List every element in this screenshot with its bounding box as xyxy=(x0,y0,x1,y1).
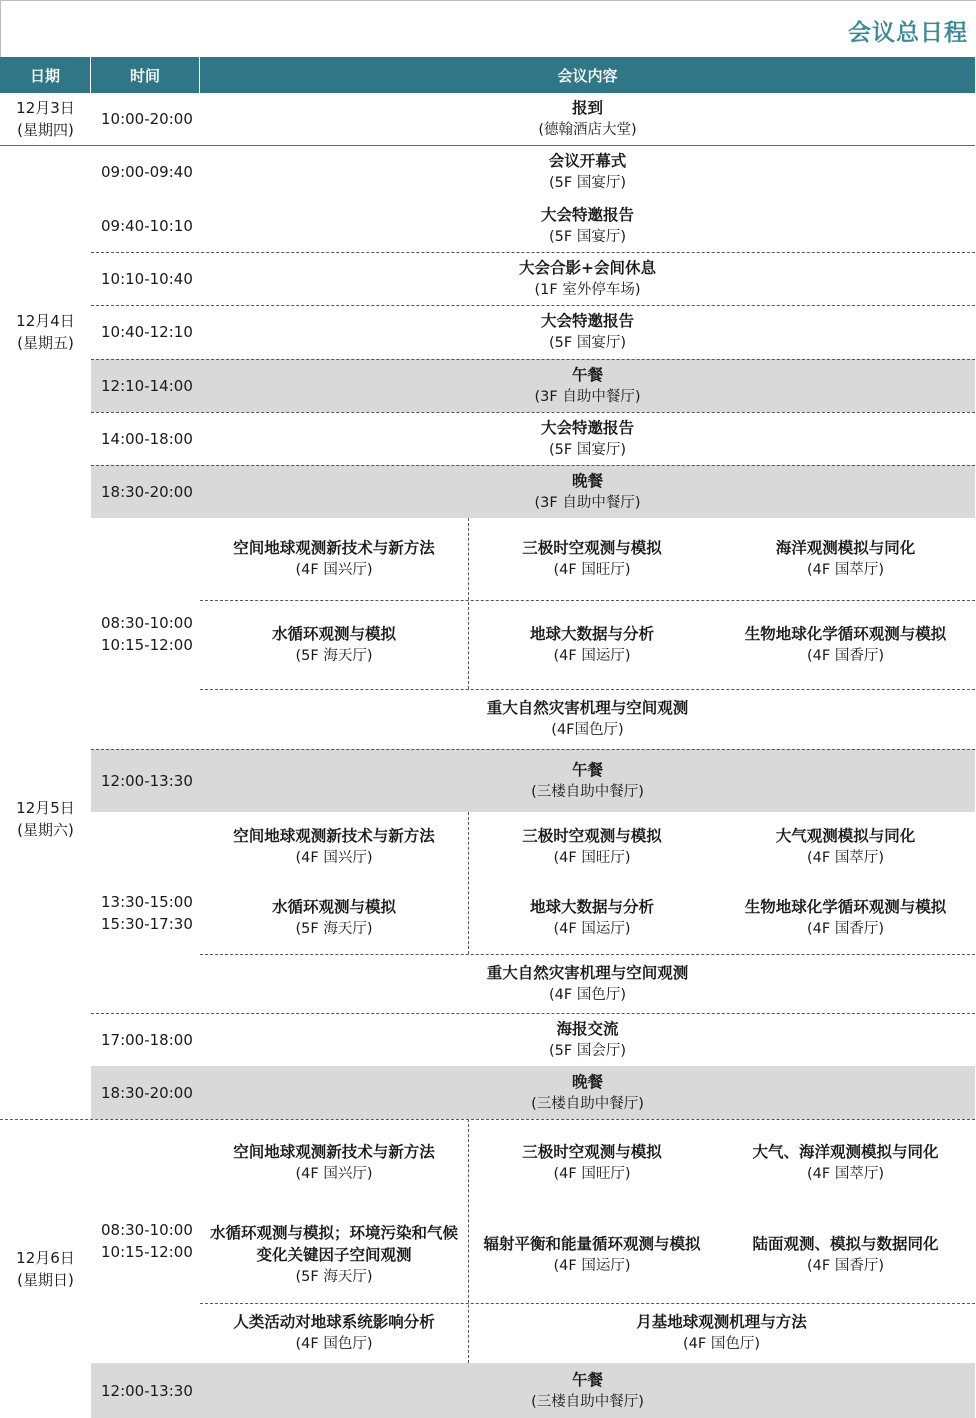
weekday-label: (星期日) xyxy=(17,1270,74,1289)
session-room: (5F 国宴厅) xyxy=(549,174,626,191)
time-cell xyxy=(91,145,200,198)
time-cell xyxy=(91,305,200,359)
session-cell xyxy=(200,412,975,465)
time-cell xyxy=(91,252,200,305)
session-room: (3F 自助中餐厅) xyxy=(534,494,641,511)
session-room: (5F 海天厅) xyxy=(295,647,373,664)
time-cell xyxy=(91,1119,200,1363)
session-room: (1F 室外停车场) xyxy=(534,281,641,298)
weekday-label: (星期四) xyxy=(17,121,74,139)
session-room: (4F 国香厅) xyxy=(807,1258,884,1274)
session-cell xyxy=(716,882,975,954)
session-cell xyxy=(200,199,975,252)
session-room: (4F 国萃厅) xyxy=(807,1166,884,1182)
date-label: 12月6日 xyxy=(16,1248,75,1267)
session-room: (4F 国色厅) xyxy=(683,1336,760,1352)
time-label: 12:10-14:00 xyxy=(101,376,193,395)
time-label: 12:00-13:30 xyxy=(101,771,193,790)
session-title: 午餐 xyxy=(571,760,603,779)
session-cell xyxy=(468,1207,716,1303)
date-label: 12月3日 xyxy=(16,99,75,117)
header-content: 会议内容 xyxy=(200,57,975,93)
time-label: 08:30-10:00 xyxy=(101,1221,193,1239)
session-room: (4F 国兴厅) xyxy=(295,1166,373,1182)
session-title: 晚餐 xyxy=(571,471,603,490)
session-room: (4F 国香厅) xyxy=(807,921,884,937)
time-label: 18:30-20:00 xyxy=(101,482,193,501)
time-cell xyxy=(91,93,200,145)
session-cell xyxy=(200,1119,468,1207)
session-cell xyxy=(468,882,716,954)
time-cell xyxy=(91,812,200,1013)
session-room: (3F 自助中餐厅) xyxy=(534,388,641,405)
session-title: 水循环观测与模拟 xyxy=(271,624,396,643)
session-room: (4F 国萃厅) xyxy=(807,562,884,578)
session-room: (4F 国运厅) xyxy=(553,647,631,664)
session-title: 空间地球观测新技术与新方法 xyxy=(233,1143,435,1161)
session-title: 地球大数据与分析 xyxy=(529,898,654,916)
session-room: (4F 国兴厅) xyxy=(295,562,373,578)
session-room: (4F国色厅) xyxy=(551,722,624,738)
title-bar xyxy=(0,0,976,57)
session-title: 大气观测模拟与同化 xyxy=(775,827,916,845)
date-label: 12月5日 xyxy=(16,798,75,817)
session-title: 生物地球化学循环观测与模拟 xyxy=(744,898,947,916)
time-label: 17:00-18:00 xyxy=(101,1030,193,1049)
session-cell xyxy=(468,812,716,882)
session-title: 晚餐 xyxy=(571,1072,603,1091)
session-title: 大会特邀报告 xyxy=(540,312,634,330)
weekday-label: (星期六) xyxy=(17,820,74,839)
time-label: 08:30-10:00 xyxy=(101,613,193,632)
session-room: (4F 国色厅) xyxy=(549,986,626,1003)
session-cell xyxy=(200,749,975,812)
session-cell xyxy=(468,518,716,600)
session-title: 陆面观测、模拟与数据同化 xyxy=(752,1235,939,1253)
session-room: (5F 海天厅) xyxy=(295,1269,373,1285)
session-room: (4F 国运厅) xyxy=(553,1258,631,1274)
session-room: (4F 国兴厅) xyxy=(295,850,373,866)
time-label: 18:30-20:00 xyxy=(101,1083,193,1102)
session-cell xyxy=(200,689,975,749)
session-title: 海报交流 xyxy=(556,1019,619,1038)
session-title: 海洋观测模拟与同化 xyxy=(775,539,916,557)
time-cell xyxy=(91,1363,200,1418)
time-cell xyxy=(91,199,200,252)
session-room: (德翰酒店大堂) xyxy=(538,122,637,138)
session-cell xyxy=(200,1363,975,1418)
session-room: (三楼自助中餐厅) xyxy=(531,1393,644,1410)
session-cell xyxy=(200,305,975,359)
session-cell xyxy=(716,812,975,882)
session-room: (4F 国旺厅) xyxy=(553,562,631,578)
session-cell xyxy=(200,600,468,689)
date-cell xyxy=(0,1119,91,1418)
time-label: 15:30-17:30 xyxy=(101,914,193,933)
session-room: (5F 国宴厅) xyxy=(549,228,626,245)
session-cell xyxy=(200,954,975,1013)
session-room: (4F 国色厅) xyxy=(295,1336,373,1352)
session-cell xyxy=(200,812,468,882)
time-label: 10:15-12:00 xyxy=(101,1243,193,1261)
session-room: (4F 国旺厅) xyxy=(553,850,631,866)
session-title: 生物地球化学循环观测与模拟 xyxy=(744,624,947,643)
page-title: 会议总日程 xyxy=(848,20,968,46)
time-cell xyxy=(91,1066,200,1119)
time-cell xyxy=(91,518,200,749)
date-cell xyxy=(0,93,91,145)
date-label: 12月4日 xyxy=(16,311,75,330)
session-title: 重大自然灾害机理与空间观测 xyxy=(486,699,689,717)
session-cell xyxy=(716,1207,975,1303)
session-cell xyxy=(468,600,716,689)
session-cell xyxy=(200,93,975,145)
session-cell xyxy=(200,1303,468,1363)
time-label: 13:30-15:00 xyxy=(101,892,193,911)
time-label: 10:40-12:10 xyxy=(101,323,193,341)
time-label: 14:00-18:00 xyxy=(101,429,193,448)
session-title: 大会合影+会间休息 xyxy=(519,258,656,277)
time-cell xyxy=(91,749,200,812)
session-room: (4F 国香厅) xyxy=(807,647,884,664)
session-room: (5F 海天厅) xyxy=(295,921,373,937)
session-room: (5F 国宴厅) xyxy=(549,441,626,458)
session-title: 水循环观测与模拟；环境污染和气候 xyxy=(209,1224,458,1242)
time-cell xyxy=(91,1013,200,1066)
session-title: 空间地球观测新技术与新方法 xyxy=(233,827,435,845)
time-cell xyxy=(91,359,200,412)
session-cell xyxy=(200,518,468,600)
session-title: 地球大数据与分析 xyxy=(529,624,654,643)
session-cell xyxy=(468,1119,716,1207)
session-cell xyxy=(716,518,975,600)
session-title: 月基地球观测机理与方法 xyxy=(636,1313,807,1331)
session-room: (5F 国宴厅) xyxy=(549,335,626,351)
session-title: 重大自然灾害机理与空间观测 xyxy=(486,963,689,982)
session-title: 人类活动对地球系统影响分析 xyxy=(233,1313,435,1331)
header-time: 时间 xyxy=(91,57,200,93)
time-cell xyxy=(91,465,200,518)
time-label: 09:00-09:40 xyxy=(101,162,193,181)
session-cell xyxy=(200,882,468,954)
session-title: 三极时空观测与模拟 xyxy=(522,827,662,845)
date-cell xyxy=(0,518,91,1119)
session-title: 大会特邀报告 xyxy=(540,205,634,224)
session-room: (三楼自助中餐厅) xyxy=(531,783,644,800)
date-cell xyxy=(0,145,91,518)
session-room: (三楼自助中餐厅) xyxy=(531,1095,644,1112)
session-cell xyxy=(716,600,975,689)
session-cell xyxy=(200,145,975,198)
time-label: 10:00-20:00 xyxy=(101,110,193,128)
session-cell xyxy=(200,359,975,412)
time-label: 10:10-10:40 xyxy=(101,269,193,288)
session-title: 午餐 xyxy=(571,1370,603,1389)
session-title: 三极时空观测与模拟 xyxy=(522,1143,662,1161)
session-cell xyxy=(200,1066,975,1119)
time-label: 09:40-10:10 xyxy=(101,216,193,235)
session-title: 三极时空观测与模拟 xyxy=(522,539,662,557)
session-title: 午餐 xyxy=(571,365,603,384)
session-title: 大气、海洋观测模拟与同化 xyxy=(752,1143,939,1161)
session-cell xyxy=(468,1303,975,1363)
session-cell xyxy=(200,252,975,305)
session-title: 会议开幕式 xyxy=(548,151,627,170)
session-title: 空间地球观测新技术与新方法 xyxy=(233,539,435,557)
session-cell xyxy=(200,1207,468,1303)
session-title: 辐射平衡和能量循环观测与模拟 xyxy=(483,1235,701,1253)
session-room: (5F 国会厅) xyxy=(549,1042,626,1059)
session-title: 报到 xyxy=(571,99,603,117)
weekday-label: (星期五) xyxy=(17,333,74,352)
session-cell xyxy=(716,1119,975,1207)
session-cell xyxy=(200,465,975,518)
session-title: 变化关键因子空间观测 xyxy=(256,1246,412,1264)
session-title: 水循环观测与模拟 xyxy=(271,898,396,916)
session-title: 大会特邀报告 xyxy=(540,418,634,437)
session-room: (4F 国旺厅) xyxy=(553,1166,631,1182)
time-cell xyxy=(91,412,200,465)
session-cell xyxy=(200,1013,975,1066)
time-label: 12:00-13:30 xyxy=(101,1381,193,1400)
session-room: (4F 国萃厅) xyxy=(807,850,884,866)
header-date: 日期 xyxy=(0,57,91,93)
session-room: (4F 国运厅) xyxy=(553,921,631,937)
time-label: 10:15-12:00 xyxy=(101,635,193,654)
